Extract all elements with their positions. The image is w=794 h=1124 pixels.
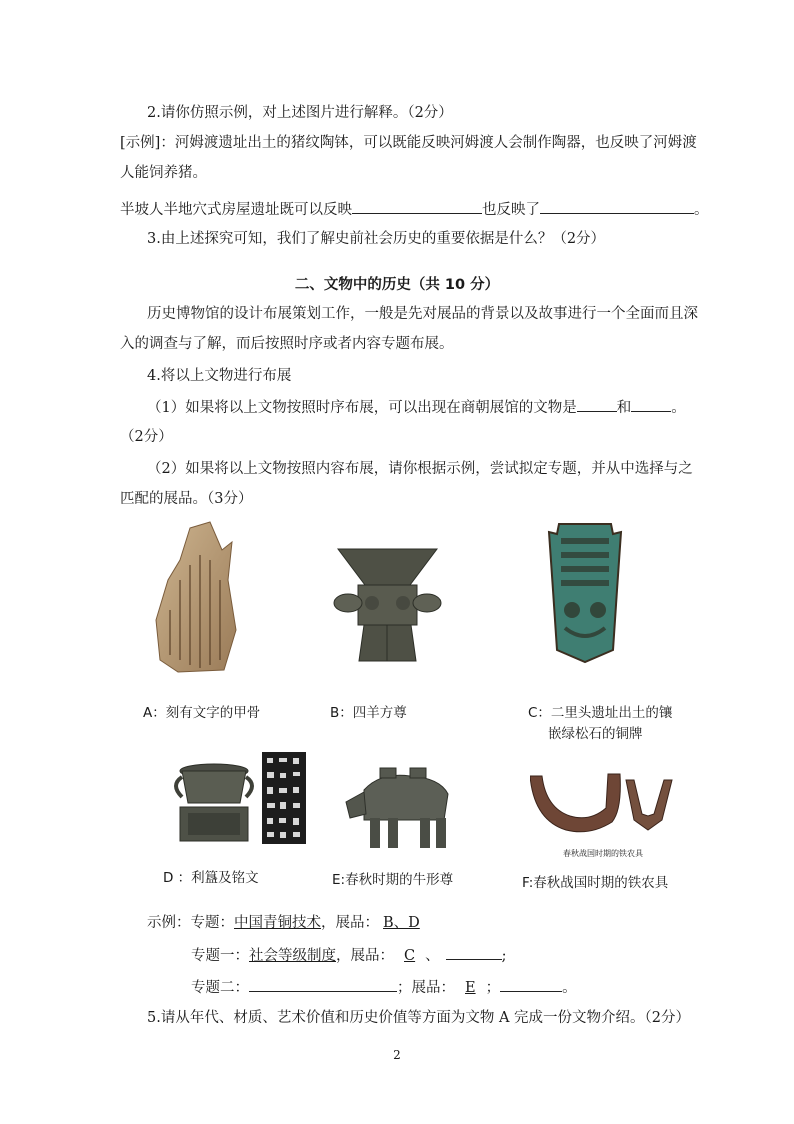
q4-sub1 (147, 397, 686, 418)
q4-prompt: 4.将以上文物进行布展 (147, 368, 292, 384)
topic1-sep: 、 (425, 948, 440, 964)
answer-blank[interactable] (631, 397, 671, 412)
answer-blank[interactable] (249, 977, 397, 992)
q2-fill-line (120, 199, 709, 220)
artifact-c-caption-line1: C：二里头遗址出土的镶 (528, 705, 673, 721)
q4-sub1-end: 。 (671, 400, 686, 416)
topic2-exhibit-label: 展品： (411, 980, 455, 996)
iron-tools-photo-caption: 春秋战国时期的铁农具 (563, 849, 643, 858)
iron-tools-image (530, 770, 675, 845)
q3-prompt: 3.由上述探究可知，我们了解史前社会历史的重要依据是什么？（2分） (147, 231, 606, 247)
li-gui-image (170, 757, 258, 842)
example-label: 示例：专题： (147, 915, 234, 931)
topic2-sep: ； (397, 980, 412, 996)
q2-fill-part2: 也反映了 (482, 202, 540, 218)
four-goat-zun-image (330, 545, 445, 665)
oracle-bone-image (150, 520, 240, 675)
topic2-first-exhibit: E (465, 980, 476, 996)
q4-sub1-text: （1）如果将以上文物按照时序布展，可以出现在商朝展馆的文物是 (147, 400, 577, 416)
topic1-first-exhibit: C (404, 948, 416, 964)
section-intro-line1: 历史博物馆的设计布展策划工作，一般是先对展品的背景以及故事进行一个全面而且深 (147, 306, 698, 322)
q2-example-line1: [示例]：河姆渡遗址出土的猪纹陶钵，可以既能反映河姆渡人会制作陶器，也反映了河姆渡 (120, 135, 697, 151)
example-topic: 中国青铜技术 (234, 915, 321, 931)
answer-blank[interactable] (540, 199, 694, 214)
ox-zun-image (340, 762, 460, 852)
q2-example-line2: 人能饲养猪。 (120, 165, 207, 181)
answer-blank[interactable] (352, 199, 482, 214)
topic2-semi: ； (485, 980, 501, 996)
artifact-e-caption: E:春秋时期的牛形尊 (332, 872, 454, 888)
q5-prompt: 5.请从年代、材质、艺术价值和历史价值等方面为文物 A 完成一份文物介绍。（2分） (147, 1010, 690, 1026)
artifact-f-caption: F:春秋战国时期的铁农具 (522, 875, 669, 891)
artifact-a-caption: A：刻有文字的甲骨 (143, 705, 261, 721)
artifact-d-caption: D ：利簋及铭文 (163, 870, 259, 886)
topic2-end: 。 (562, 980, 577, 996)
q4-sub1-and: 和 (616, 400, 632, 416)
example-exhibit-label: ，展品： (321, 915, 379, 931)
q2-fill-end: 。 (694, 202, 709, 218)
q4-sub2-line1: （2）如果将以上文物按照内容布展，请你根据示例，尝试拟定专题，并从中选择与之 (147, 461, 693, 477)
topic1-end: ; (501, 948, 507, 964)
topic2-line (191, 977, 577, 998)
q2-prompt: 2.请你仿照示例，对上述图片进行解释。（2分） (147, 105, 453, 121)
q4-sub2-line2: 匹配的展品。（3分） (120, 491, 253, 507)
q4-sub1-score: （2分） (120, 429, 173, 445)
answer-blank[interactable] (500, 977, 562, 992)
answer-blank[interactable] (577, 397, 617, 412)
answer-blank[interactable] (446, 945, 502, 960)
topic1-exhibit-label: ，展品： (336, 948, 394, 964)
inscription-rubbing-image (262, 752, 306, 844)
q2-fill-part1: 半坡人半地穴式房屋遗址既可以反映 (120, 202, 352, 218)
page-number: 2 (393, 1048, 401, 1062)
artifact-b-caption: B：四羊方尊 (330, 705, 407, 721)
topic2-label: 专题二： (191, 980, 249, 996)
topic1-line (191, 945, 507, 966)
example-exhibits: B、D (383, 915, 420, 931)
section-title: 二、文物中的历史（共 10 分） (294, 277, 500, 293)
turquoise-plaque-image (545, 520, 625, 665)
section-intro-line2: 入的调查与了解，而后按照时序或者内容专题布展。 (120, 336, 454, 352)
topic1-label: 专题一： (191, 948, 249, 964)
artifact-c-caption-line2: 嵌绿松石的铜牌 (548, 726, 643, 742)
example-topic-line (147, 913, 424, 933)
topic1-topic: 社会等级制度 (249, 948, 336, 964)
